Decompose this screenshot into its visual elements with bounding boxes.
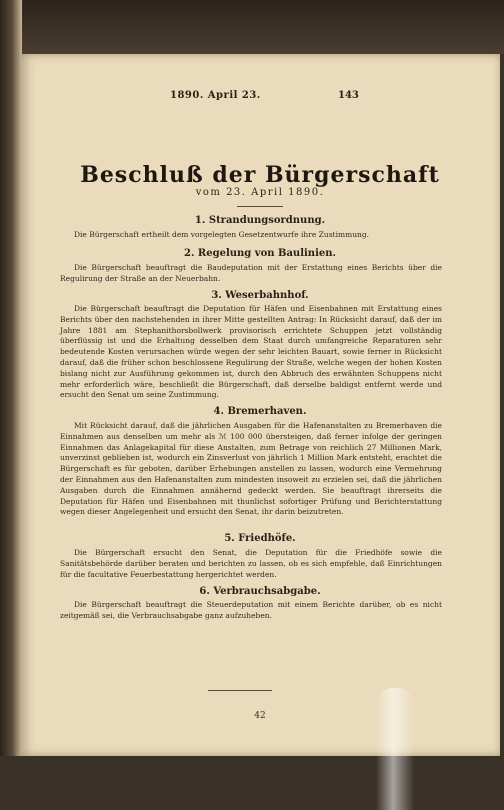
page-title: Beschluß der Bürgerschaft [80, 162, 440, 188]
running-header [20, 90, 500, 104]
background-top [0, 0, 504, 54]
section-heading-5: 5. Friedhöfe. [224, 533, 296, 544]
section-text-1: Die Bürgerschaft ertheilt dem vorgelegten Gesetzentwurfe ihre Zustimmung. [74, 230, 370, 239]
end-divider [208, 690, 272, 691]
header-date: 1890. April 23. [170, 90, 261, 101]
page-subtitle: vom 23. April 1890. [195, 187, 325, 198]
book-binding [0, 0, 22, 756]
section-text-5: Die Bürgerschaft ersucht den Senat, die Deputation für die Friedhöfe sowie die Sanitätsbehörde darüber beraten und berichten zu lassen, ob es sich empfehle, daß Einrichtungen für die facultative Feuerbestattung hergerichtet werden. [60, 548, 442, 579]
section-heading-3: 3. Weserbahnhof. [211, 290, 309, 301]
section-text-3: Die Bürgerschaft beauftragt die Deputation für Häfen und Eisenbahnen mit Erstattung eines Berichts über den nachstehenden in ihrer Mitte gestellten Antrag: In Rücksicht darauf, daß der im Jahre 1881 am Stephanithorsbollwerk provisorisch errichtete Schuppen jetzt vollständig überflüssig ist und die Erhaltung desselben dem Staat durch umfangreiche Reparaturen sehr bedeutende Kosten verursachen würde wegen der sehr leichten Bauart, sowie ferner in Rücksicht darauf, daß die früher schon beschlossene Regulirung der Straße, welche wegen der hohen Kosten bislang nicht zur Ausführung gekommen ist, durch den Abbruch des erwähnten Schuppens nicht mehr erforderlich wäre, beschließt die Bürgerschaft, daß derselbe baldigst entfernt werde und ersucht den Senat um seine Zustimmung. [60, 304, 442, 400]
page-number: 143 [338, 90, 359, 101]
folio-number: 42 [254, 711, 266, 721]
section-heading-4: 4. Bremerhaven. [213, 406, 307, 417]
section-text-2: Die Bürgerschaft beauftragt die Baudeputation mit der Erstattung eines Berichts über die Regulirung der Straße an der Neuerbahn. [60, 263, 442, 283]
section-heading-1: 1. Strandungsordnung. [194, 215, 326, 226]
section-heading-6: 6. Verbrauchsabgabe. [199, 586, 321, 597]
section-text-4: Mit Rücksicht darauf, daß die jährlichen Ausgaben für die Hafenanstalten zu Bremerhaven die Einnahmen aus denselben um mehr als ℳ 100 000 übersteigen, daß ferner infolge der geringen Einnahmen das Anlagekapital für diese Anstalten, zum Betrage von reichlich 27 Millionen Mark, unverzinst geblieben ist, wodurch ein Zinsverlust von jährlich 1 Million Mark entsteht, erachtet die Bürgerschaft es für geboten, darüber Erhebungen anstellen zu lassen, wodurch eine Vermehrung der Einnahmen aus den Hafenanstalten zum mindesten insoweit zu erzielen sei, daß die jährlichen Ausgaben durch die Einnahmen annähernd gedeckt werden. Sie beauftragt ihrerseits die Deputation für Häfen und Eisenbahnen mit thunlichst sofortiger Prüfung und Berichterstattung wegen dieser Angelegenheit und ersucht den Senat, ihr darin beizutreten. [60, 421, 442, 517]
title-divider [237, 206, 283, 207]
light-glare [376, 688, 414, 810]
section-heading-2: 2. Regelung von Baulinien. [184, 248, 336, 259]
document-page [20, 54, 500, 756]
section-text-6: Die Bürgerschaft beauftragt die Steuerdeputation mit einem Berichte darüber, ob es nicht zeitgemäß sei, die Verbrauchsabgabe ganz aufzuheben. [60, 600, 442, 620]
